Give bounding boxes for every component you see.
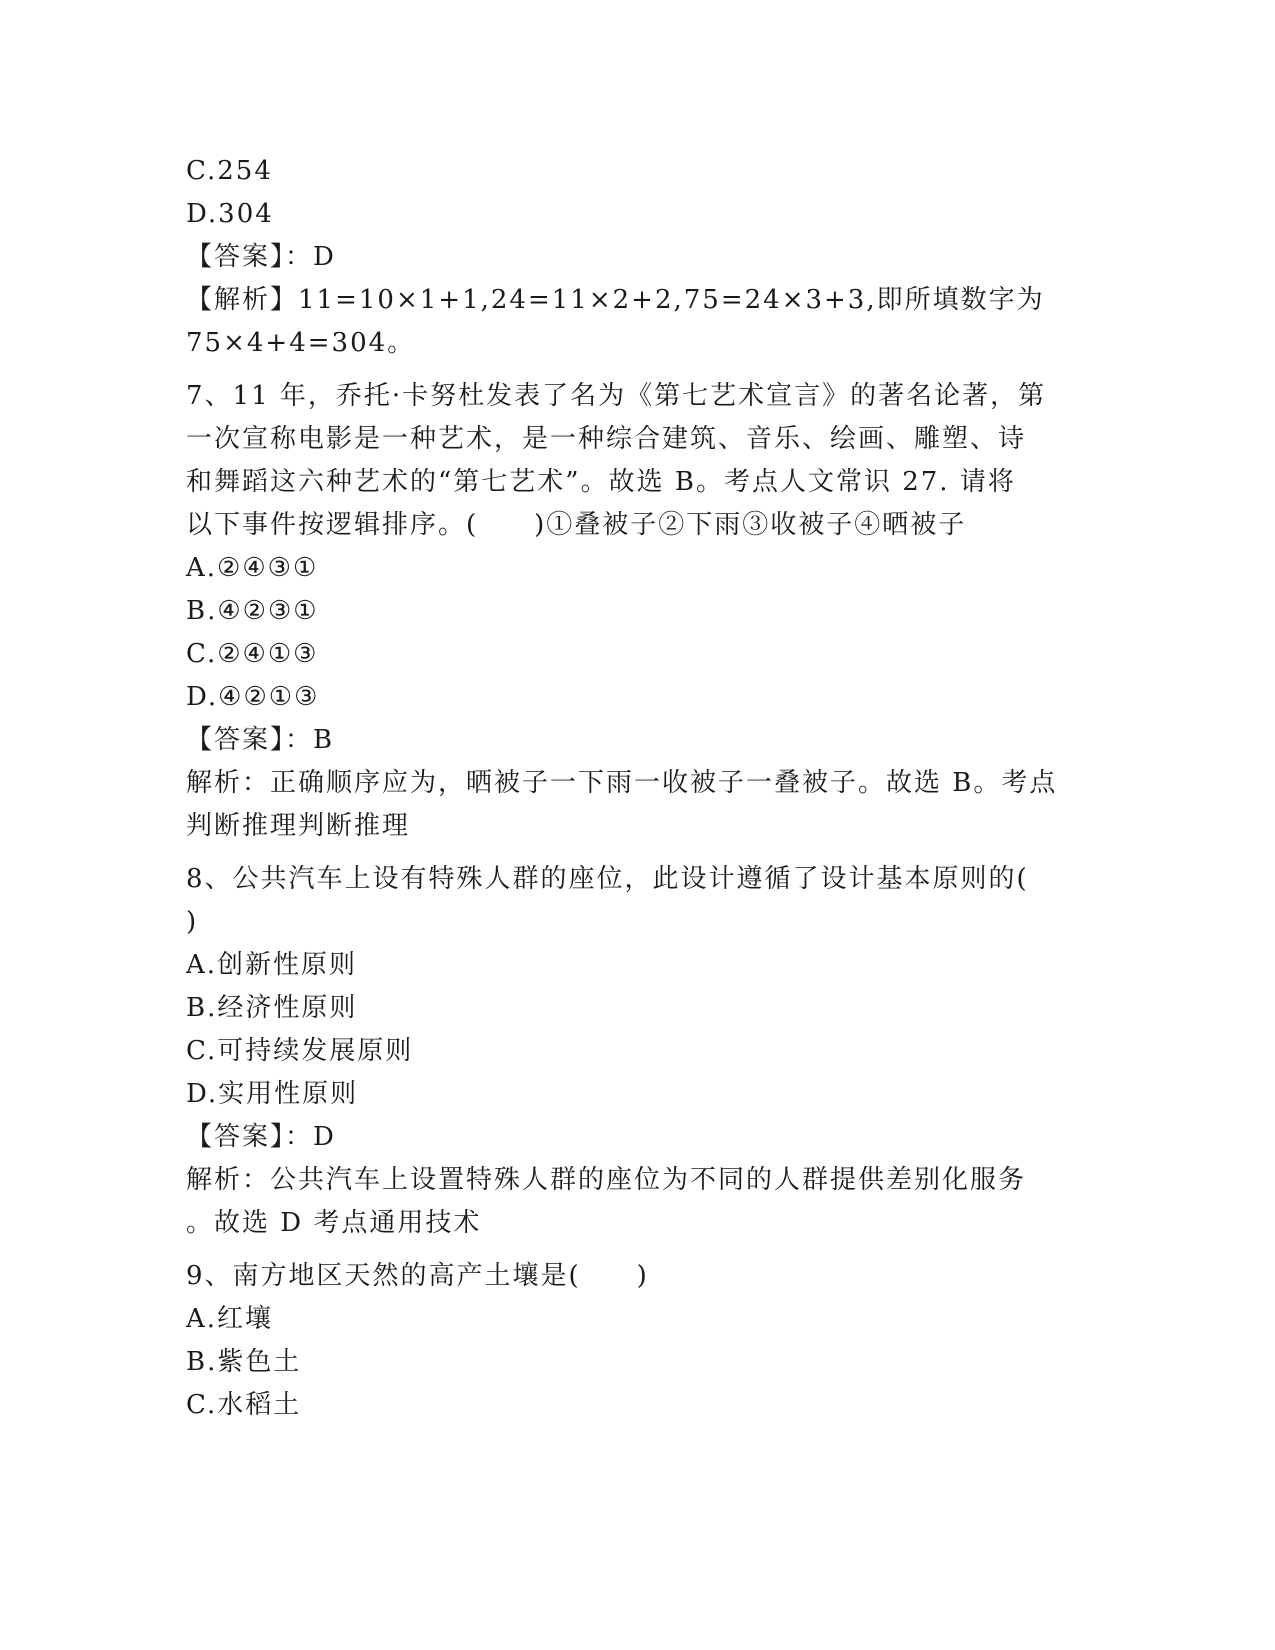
option-d: D.实用性原则 bbox=[186, 1079, 359, 1109]
answer: 【答案】：D bbox=[186, 242, 336, 272]
question-8 bbox=[186, 858, 1086, 1245]
option-b: B.④②③① bbox=[186, 596, 319, 626]
answer: 【答案】：D bbox=[186, 1122, 336, 1152]
question-stem-line-1: 8、公共汽车上设有特殊人群的座位，此设计遵循了设计基本原则的( bbox=[186, 864, 1029, 894]
question-stem-line-2: 一次宣称电影是一种艺术，是一种综合建筑、音乐、绘画、雕塑、诗 bbox=[186, 424, 1027, 454]
analysis-line-2: 判断推理判断推理 bbox=[186, 811, 411, 841]
question-stem-line-3: 和舞蹈这六种艺术的“第七艺术”。故选 B。考点人文常识 27. 请将 bbox=[186, 467, 1016, 497]
option-b: B.经济性原则 bbox=[186, 993, 358, 1023]
answer: 【答案】：B bbox=[186, 725, 335, 755]
option-c: C.254 bbox=[186, 156, 273, 186]
option-c: C.②④①③ bbox=[186, 639, 319, 669]
question-stem-line-4: 以下事件按逻辑排序。( )①叠被子②下雨③收被子④晒被子 bbox=[186, 510, 967, 540]
analysis-line-2: 75×4+4=304。 bbox=[186, 328, 416, 358]
question-stem-line-2: ) bbox=[186, 907, 199, 937]
option-b: B.紫色土 bbox=[186, 1347, 302, 1377]
option-a: A.②④③① bbox=[186, 553, 319, 583]
analysis-line-2: 。故选 D 考点通用技术 bbox=[186, 1208, 482, 1238]
question-stem-line-1: 7、11 年，乔托·卡努杜发表了名为《第七艺术宣言》的著名论著，第 bbox=[186, 381, 1047, 411]
analysis-line-1: 【解析】11=10×1+1,24=11×2+2,75=24×3+3,即所填数字为 bbox=[186, 285, 1045, 315]
question-9 bbox=[186, 1255, 1086, 1427]
question-7 bbox=[186, 375, 1086, 848]
option-c: C.可持续发展原则 bbox=[186, 1036, 414, 1066]
option-c: C.水稻土 bbox=[186, 1390, 302, 1420]
option-d: D.④②①③ bbox=[186, 682, 320, 712]
question-stem-line-1: 9、南方地区天然的高产土壤是( ) bbox=[186, 1261, 649, 1291]
option-a: A.红壤 bbox=[186, 1304, 274, 1334]
option-a: A.创新性原则 bbox=[186, 950, 358, 980]
analysis-line-1: 解析：公共汽车上设置特殊人群的座位为不同的人群提供差别化服务 bbox=[186, 1165, 1027, 1195]
analysis-line-1: 解析：正确顺序应为，晒被子一下雨一收被子一叠被子。故选 B。考点 bbox=[186, 768, 1058, 798]
document-page bbox=[186, 150, 1086, 1427]
option-d: D.304 bbox=[186, 199, 274, 229]
question-6-tail bbox=[186, 150, 1086, 365]
